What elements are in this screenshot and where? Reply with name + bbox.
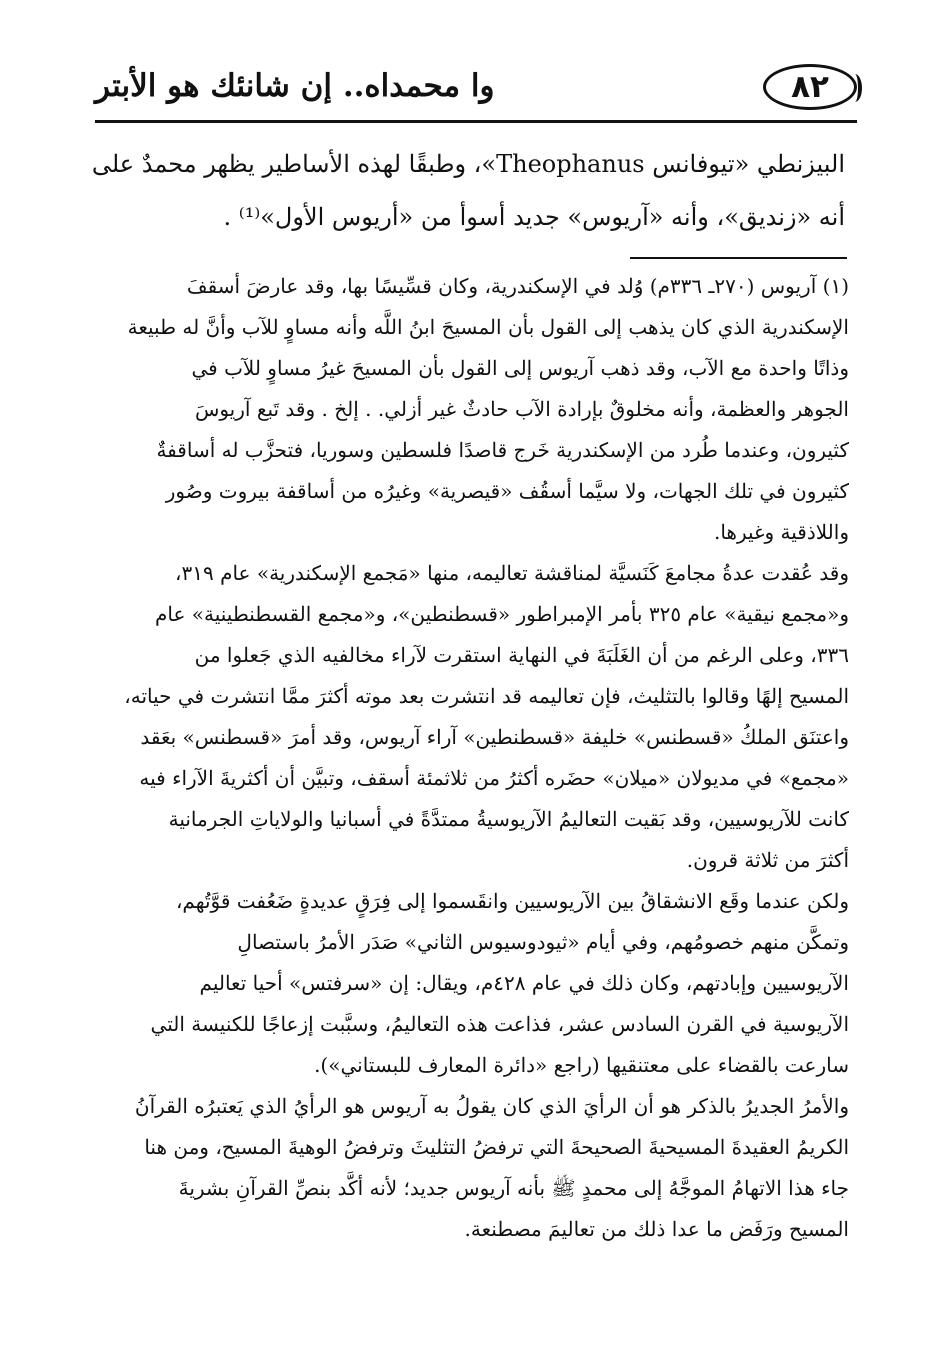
footnote-line: الكريمُ العقيدةَ المسيحيةَ الصحيحةَ التي ترفضُ التثليثَ وترفضُ الوهيةَ المسيح، ومن هنا <box>144 1135 849 1159</box>
page-number-badge: ٨٢ <box>763 64 857 110</box>
footnote-line: كانت للآريوسيين، وقد بَقيت التعاليمُ الآريوسيةُ ممتدَّةً في أسبانيا والولاياتِ الجرمانية <box>168 807 849 831</box>
footnote-line: واللاذقية وغيرها. <box>713 520 849 544</box>
main-text-line2: أنه «زنديق»، وأنه «آريوس» جديد أسوأ من «أريوس الأول»⁽¹⁾ . <box>223 203 845 231</box>
page-header <box>95 62 857 126</box>
main-text-line1: البيزنطي «تيوفانس Theophanus»، وطبقًا لهذه الأساطير يظهر محمدٌ على <box>91 150 845 178</box>
main-text-line <box>100 191 845 244</box>
footnote-separator <box>630 257 847 259</box>
footnote-line: و«مجمع نيقية» عام ٣٢٥ بأمر الإمبراطور «قسطنطين»، و«مجمع القسطنطينية» عام <box>154 602 849 626</box>
footnote-line: «مجمع» في مديولان «ميلان» حضَره أكثرُ من ثلاثمئة أسقف، وتبيَّن أن أكثريةَ الآراء فيه <box>139 766 849 790</box>
footnote-line: الإسكندرية الذي كان يذهب إلى القول بأن المسيحَ ابنُ اللَّه وأنه مساوٍ للآب وأنَّ له طبيعة <box>127 315 849 339</box>
footnote-line: جاء هذا الاتهامُ الموجَّهُ إلى محمدٍ ﷺ بأنه آريوس جديد؛ لأنه أكَّد بنصِّ القرآنِ بشريةَ <box>178 1176 849 1200</box>
footnote-line: وتمكَّن منهم خصومُهم، وفي أيام «ثيودوسيوس الثاني» صَدَر الأمرُ باستصالِ <box>237 930 849 954</box>
footnote-line: والأمرُ الجديرُ بالذكر هو أن الرأيَ الذي كان يقولُ به آريوس هو الرأيُ الذي يَعتبرُه القرآنُ <box>134 1094 849 1118</box>
footnote-line: كثيرون، وعندما طُرد من الإسكندرية خَرج قاصدًا فلسطين وسوريا، فتحزَّب له أساقفةٌ <box>156 438 849 462</box>
footnote-line: ٣٣٦، وعلى الرغم من أن الغَلَبَةَ في النهاية استقرت لآراء مخالفيه الذي جَعلوا من <box>194 643 849 667</box>
footnote-line: واعتنَق الملكُ «قسطنس» خليفة «قسطنطين» آراء آريوس، وقد أمرَ «قسطنس» بعَقد <box>140 725 849 749</box>
footnote-line: ولكن عندما وقَع الانشقاقُ بين الآريوسيين وانقَسموا إلى فِرَقٍ عديدةٍ ضَعُفت قوَّتُهم، <box>175 889 849 913</box>
running-title: وا محمداه.. إن شانئك هو الأبتر <box>95 68 495 104</box>
footnote-line: الآريوسية في القرن السادس عشر، فذاعت هذه التعاليمُ، وسبَّبت إزعاجًا للكنيسة التي <box>150 1012 849 1036</box>
main-text <box>91 138 845 244</box>
footnote-line: كثيرون في تلك الجهات، ولا سيَّما أسقُف «قيصرية» وغيرُه من أساقفة بيروت وصُور <box>165 479 849 503</box>
footnote-line: الآريوسيين وإبادتهم، وكان ذلك في عام ٤٢٨م، ويقال: إن «سرفتس» أحيا تعاليم <box>199 971 849 995</box>
footnote-line: سارعت بالقضاء على معتنقيها (راجع «دائرة المعارف للبستاني»). <box>314 1053 849 1077</box>
footnotes <box>98 266 849 1250</box>
footnote-line: المسيح ورَفَض ما عدا ذلك من تعاليمَ مصطنعة. <box>464 1217 849 1241</box>
footnote-line: وقد عُقدت عدةُ مجامعَ كَنَسيَّة لمناقشة تعاليمه، منها «مَجمع الإسكندرية» عام ٣١٩، <box>175 561 849 585</box>
footnote-line: أكثرَ من ثلاثة قرون. <box>686 848 849 872</box>
footnote-line: وذاتًا واحدة مع الآب، وقد ذهب آريوس إلى القول بأن المسيحَ غيرُ مساوٍ للآب في <box>191 356 849 380</box>
footnote-line: الجوهر والعظمة، وأنه مخلوقٌ بإرادة الآب حادثٌ غير أزلي. . إلخ . وقد تَبع آريوسَ <box>194 397 849 421</box>
main-text-line <box>91 138 845 191</box>
footnote-line: المسيح إلهًا وقالوا بالتثليث، فإن تعاليمه قد انتشرت بعد موته أكثرَ ممَّا انتشرت في حياته، <box>124 684 849 708</box>
footnote-line: (١) آريوس (٢٧٠ـ ٣٣٦م) وُلد في الإسكندرية، وكان قسِّيسًا بها، وقد عارضَ أسقفَ <box>186 274 849 298</box>
header-rule <box>95 120 857 123</box>
